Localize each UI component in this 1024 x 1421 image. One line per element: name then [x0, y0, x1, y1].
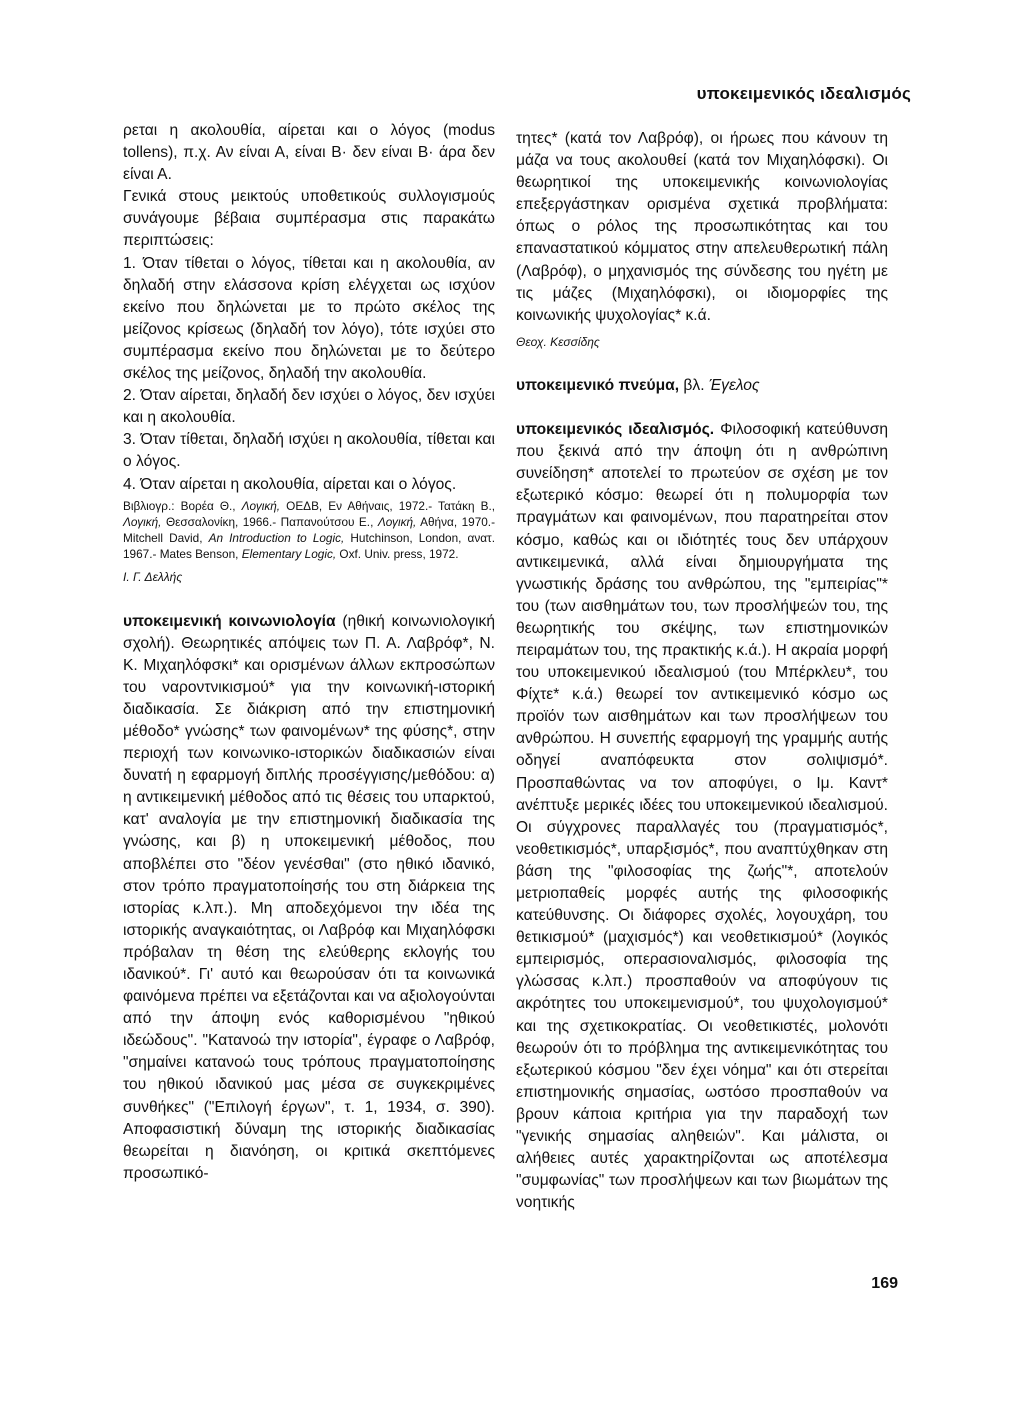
author-signature: Ι. Γ. Δελλής: [123, 570, 183, 585]
bibliography-title: Elementary Logic,: [241, 547, 337, 562]
entry-paragraph: [516, 419, 888, 1214]
running-head: υποκειμενικός ιδεαλισμός: [696, 84, 911, 103]
cross-reference: Έγελος: [708, 376, 760, 394]
bibliography-text: Θεσσαλονίκη, 1966.- Παπανούτσου Ε.,: [165, 514, 374, 529]
entry-text: Φιλοσοφική κατεύθυνση που ξεκινά από την άποψη ότι η ανθρώπινη συνείδηση* αποτελεί το πρωτεύον σε σχέση με τον εξωτερικό κόσμο: θεωρεί ότι η πολυμορφία των πραγμάτων και φαινομένων, που παρατηρείται στον κόσμο, καθώς και οι ιδιότητές τους δεν υπάρχουν αντικειμενικά, αλλά είναι δημιουργήματα της γνωστικής δράσης του ανθρώπου, της "εμπειρίας"* του (των αισθημάτων του, των προσλήψεών του, της θεωρητικής του σκέψης, των επιστημονικών πειραμάτων του, της πρακτικής κ.ά.). Η ακραία μορφή του υποκειμενικού ιδεαλισμού (του Μπέρκλευ*, του Φίχτε* κ.ά.) θεωρεί τον αντικειμενικό κόσμο ως προϊόν των αισθημάτων και των προσλήψεων του ανθρώπου. Η συνεπής εφαρμογή της γραμμής αυτής οδηγεί αναπόφευκτα στον σολιψισμό*. Προσπαθώντας να τον αποφύγει, ο Ιμ. Καντ* ανέπτυξε μερικές ιδέες του υποκειμενικού ιδεαλισμού. Οι σύγχρονες παραλλαγές του (πραγματισμός*, νεοθετικισμός*, υπαρξισμός*, που αναπτύχθηκαν στη βάση της "φιλοσοφίας της ζωής"*, αποτελούν μετριοπαθείς μορφές αυτής της φιλοσοφικής κατεύθυνσης. Οι διάφορες σχολές, λογουχάρη, του θετικισμού* (μαχισμός*) και νεοθετικισμού* (λογικός εμπειρισμός, οπερασιοναλισμός, φιλοσοφία της γλώσσας κ.λπ.) προσπαθούν να αποφύγουν τις ακρότητες του υποκειμενισμού*, του ψυχολογισμού* και της σχετικοκρατίας. Οι νεοθετικιστές, μολονότι θεωρούν ότι το πρόβλημα της αντικειμενικότητας του εξωτερικού κόσμου "δεν έχει νόημα" και ότι στερείται επιστημονικής σημασίας, ωστόσο προσπαθούν να βρουν κάποια κριτήρια για την παραδοχή των "γενικής σημασίας αληθειών". Και μάλιστα, οι αλήθειες αυτές χαρακτηρίζονται ως αποτέλεσμα "συμφωνίας" των προσλήψεων και των βιωμάτων της νοητικής: [516, 421, 888, 1212]
entry-text: (ηθική κοινωνιολογική σχολή). Θεωρητικές απόψεις των Π. Α. Λαβρόφ*, Ν. Κ. Μιχαηλόφσκι* και ορισμένων άλλων εκπροσώπων του ναροντνικισμού* για την κοινωνική-ιστορική διαδικασία. Σε διάκριση από την επιστημονική μέθοδο* γνώσης* των φαινομένων* της φύσης*, στην περιοχή των κοινωνικο-ιστορικών διαδικασιών είναι δυνατή η εφαρμογή διπλής προσέγγισης/μεθόδου: α) η αντικειμενική μέθοδος από τις θέσεις του υπαρκτού, κατ' αναλογία με την επιστημονική διαδικασία της γνώσης, και β) η υποκειμενική μέθοδος, που αποβλέπει στο "δέον γενέσθαι" (στο ηθικό ιδανικό, στον τρόπο πραγματοποίησής του στη διάρκεια της ιστορίας κ.λπ.). Μη αποδεχόμενοι την ιδέα της ιστορικής αναγκαιότητας, οι Λαβρόφ και Μιχαηλόφσκι πρόβαλαν τη θέση της ελεύθερης εκλογής του ιδανικού*. Γι' αυτό και θεωρούσαν ότι τα κοινωνικά φαινόμενα πρέπει να εξετάζονται και να αξιολογούνται από την άποψη ενός καθορισμένου "ηθικού ιδεώδους". "Κατανοώ την ιστορία", έγραφε ο Λαβρόφ, "σημαίνει κατανοώ τους τρόπους πραγματοποίησης του ηθικού ιδανικού μας μέσα σε συγκεκριμένες συνθήκες" ("Επιλογή έργων", τ. 1, 1934, σ. 390). Αποφασιστική δύναμη της ιστορικής διαδικασίας θεωρείται η διανόηση, οι κριτικά σκεπτόμενες προσωπικό-: [123, 612, 495, 1182]
entry-paragraph: [123, 611, 495, 1185]
author-signature: Θεοχ. Κεσσίδης: [516, 334, 600, 349]
entry-text: βλ.: [683, 376, 705, 394]
page-number: 169: [871, 1275, 898, 1292]
paragraph: ρεται η ακολουθία, αίρεται και ο λόγος (modus tollens), π.χ. Αν είναι Α, είναι Β· δεν είναι Β· άρα δεν είναι Α.: [123, 122, 495, 184]
right-column: [516, 128, 888, 1214]
paragraph: 4. Όταν αίρεται η ακολουθία, αίρεται και ο λόγος.: [123, 475, 457, 493]
spacer: [516, 353, 888, 375]
bibliography-label: Βιβλιογρ.:: [123, 498, 175, 513]
bibliography: [123, 498, 495, 563]
entry-paragraph: [516, 375, 888, 397]
headword: υποκειμενικός ιδεαλισμός.: [516, 421, 715, 439]
spacer: [123, 589, 495, 611]
paragraph: 3. Όταν τίθεται, δηλαδή ισχύει η ακολουθία, τίθεται και ο λόγος.: [123, 431, 495, 471]
paragraph: 1. Όταν τίθεται ο λόγος, τίθεται και η ακολουθία, αν δηλαδή στην ελάσσονα κρίση ελέγχεται ως ισχύον εκείνο που δηλώνεται με το πρώτο σκέλος της μείζονος κρίσεως (δηλαδή τον λόγο), τότε ισχύει στο συμπέρασμα εκείνο που δηλώνεται με το δεύτερο σκέλος της μείζονος, δηλαδή την ακολουθία.: [123, 254, 495, 383]
bibliography-text: Oxf. Univ. press, 1972.: [339, 547, 459, 562]
left-column: [123, 120, 495, 1185]
bibliography-text: ΟΕΔΒ, Εν Αθήναις, 1972.- Τατάκη Β.,: [286, 498, 495, 513]
bibliography-title: Λογική,: [241, 498, 281, 513]
headword: υποκειμενική κοινωνιολογία: [123, 612, 336, 630]
bibliography-text: Βορέα Θ.,: [180, 498, 236, 513]
bibliography-text: Αθήνα, 1970.- Mitchell David,: [123, 514, 496, 545]
bibliography-title: An Introduction to Logic,: [208, 531, 345, 545]
paragraph: 2. Όταν αίρεται, δηλαδή δεν ισχύει ο λόγος, δεν ισχύει και η ακολουθία.: [123, 387, 495, 427]
bibliography-title: Λογική,: [377, 514, 417, 529]
bibliography-text: Hutchinson, London, ανατ. 1967.- Mates Benson,: [123, 531, 495, 562]
spacer: [516, 397, 888, 419]
paragraph: Γενικά στους μεικτούς υποθετικούς συλλογισμούς συνάγουμε βέβαια συμπέρασμα στις παρακάτω περιπτώσεις:: [123, 188, 495, 250]
headword: υποκειμενικό πνεύμα,: [516, 376, 680, 394]
bibliography-title: Λογική,: [123, 514, 162, 529]
paragraph: τητες* (κατά τον Λαβρόφ), οι ήρωες που κάνουν τη μάζα να τους ακολουθεί (κατά τον Μιχαηλόφσκι). Οι θεωρητικοί της υποκειμενικής κοινωνιολογίας επεξεργάστηκαν ορισμένα σχετικά προβλήματα: όπως ο ρόλος της προσωπικότητας και του επαναστατικού κόμματος στην απελευθερωτική πάλη (Λαβρόφ), ο μηχανισμός της σύνδεσης του ηγέτη με τις μάζες (Μιχαηλόφσκι), οι ιδιομορφίες της κοινωνικής ψυχολογίας* κ.ά.: [516, 130, 888, 324]
